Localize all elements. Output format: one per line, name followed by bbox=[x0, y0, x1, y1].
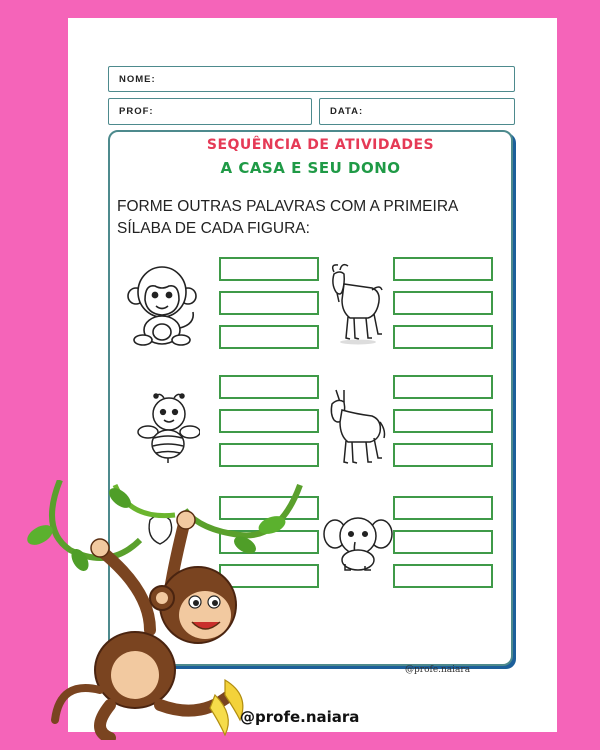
activity-title: SEQUÊNCIA DE ATIVIDADES bbox=[206, 137, 435, 153]
instruction-line-2: SÍLABA DE CADA FIGURA: bbox=[117, 220, 310, 237]
answer-box[interactable] bbox=[219, 375, 319, 399]
activity-subtitle: A CASA E SEU DONO bbox=[220, 159, 401, 177]
goat-icon bbox=[328, 262, 386, 346]
instruction-line-1: FORME OUTRAS PALAVRAS COM A PRIMEIRA bbox=[117, 198, 459, 215]
answer-box[interactable] bbox=[393, 530, 493, 554]
instruction-text bbox=[117, 196, 497, 240]
name-label: NOME: bbox=[119, 73, 156, 85]
bee-icon bbox=[136, 392, 200, 464]
donkey-icon bbox=[326, 388, 386, 468]
answer-box[interactable] bbox=[393, 496, 493, 520]
answer-box[interactable] bbox=[393, 443, 493, 467]
answer-box[interactable] bbox=[393, 257, 493, 281]
answer-box[interactable] bbox=[219, 443, 319, 467]
answer-box[interactable] bbox=[393, 291, 493, 315]
name-field[interactable] bbox=[108, 66, 515, 92]
answer-box[interactable] bbox=[393, 325, 493, 349]
answer-box[interactable] bbox=[393, 564, 493, 588]
big-credit: @profe.naiara bbox=[240, 708, 360, 726]
hanging-monkey-decoration bbox=[0, 480, 310, 740]
answer-box[interactable] bbox=[219, 409, 319, 433]
small-credit: @profe.naiara bbox=[405, 665, 471, 675]
answer-box[interactable] bbox=[219, 325, 319, 349]
date-field[interactable] bbox=[319, 98, 515, 125]
date-label: DATA: bbox=[330, 106, 364, 117]
elephant-icon bbox=[323, 512, 393, 572]
answer-box[interactable] bbox=[219, 291, 319, 315]
answer-box[interactable] bbox=[393, 409, 493, 433]
prof-label: PROF: bbox=[119, 106, 154, 117]
answer-box[interactable] bbox=[219, 257, 319, 281]
answer-box[interactable] bbox=[393, 375, 493, 399]
monkey-icon bbox=[125, 262, 200, 346]
prof-field[interactable] bbox=[108, 98, 312, 125]
frog-icon bbox=[149, 515, 172, 544]
